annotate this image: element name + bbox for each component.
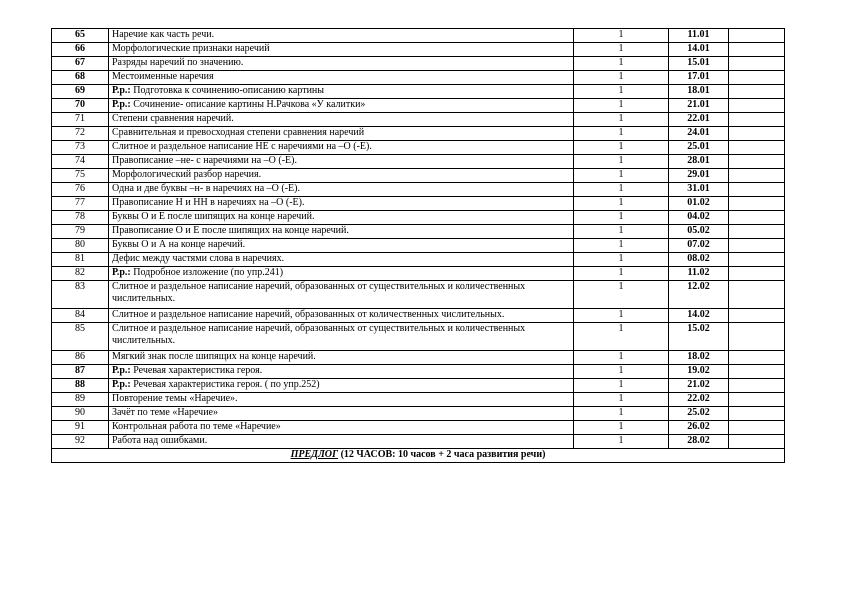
lesson-hours: 1 [574,435,669,449]
lesson-date: 04.02 [669,211,729,225]
lesson-hours: 1 [574,183,669,197]
lesson-hours: 1 [574,379,669,393]
lesson-hours: 1 [574,253,669,267]
lesson-topic: Слитное и раздельное написание наречий, образованных от количественных числительных. [112,309,505,320]
lesson-hours: 1 [574,155,669,169]
lesson-number: 84 [52,309,109,323]
table-row [52,267,785,281]
table-row [52,169,785,183]
lesson-hours: 1 [574,71,669,85]
lesson-number: 81 [52,253,109,267]
lesson-topic: Речевая характеристика героя. ( по упр.252) [133,379,320,390]
actual-date-cell [729,127,785,141]
table-row [52,99,785,113]
lesson-hours: 1 [574,99,669,113]
actual-date-cell [729,155,785,169]
lesson-topic-cell [109,379,574,393]
lesson-hours: 1 [574,85,669,99]
lesson-date: 08.02 [669,253,729,267]
lesson-topic: Слитное и раздельное написание НЕ с наречиями на –О (-Е). [112,141,372,152]
lesson-topic-cell [109,393,574,407]
lesson-topic: Степени сравнения наречий. [112,113,234,124]
lesson-date: 05.02 [669,225,729,239]
lesson-date: 01.02 [669,197,729,211]
lesson-date: 22.01 [669,113,729,127]
speech-development-label: Р.р.: [112,85,131,96]
lesson-topic-cell [109,435,574,449]
table-row [52,127,785,141]
lesson-date: 19.02 [669,365,729,379]
actual-date-cell [729,323,785,351]
actual-date-cell [729,225,785,239]
lesson-hours: 1 [574,421,669,435]
actual-date-cell [729,281,785,309]
lesson-topic-cell [109,421,574,435]
table-row [52,323,785,351]
lesson-topic: Местоименные наречия [112,71,214,82]
lesson-topic: Работа над ошибками. [112,435,208,446]
actual-date-cell [729,197,785,211]
lesson-topic-cell [109,309,574,323]
lesson-hours: 1 [574,351,669,365]
lesson-topic-cell [109,351,574,365]
actual-date-cell [729,267,785,281]
actual-date-cell [729,351,785,365]
lesson-date: 21.02 [669,379,729,393]
actual-date-cell [729,421,785,435]
lesson-topic-cell [109,407,574,421]
actual-date-cell [729,183,785,197]
lesson-number: 89 [52,393,109,407]
lesson-topic: Правописание О и Е после шипящих на конце наречий. [112,225,349,236]
table-row [52,435,785,449]
lesson-date: 26.02 [669,421,729,435]
actual-date-cell [729,379,785,393]
table-row [52,225,785,239]
lesson-topic-cell [109,239,574,253]
lesson-topic-cell [109,323,574,351]
actual-date-cell [729,141,785,155]
lesson-date: 18.01 [669,85,729,99]
lesson-topic-cell [109,71,574,85]
lesson-topic: Наречие как часть речи. [112,29,215,40]
actual-date-cell [729,435,785,449]
lesson-hours: 1 [574,29,669,43]
lesson-number: 92 [52,435,109,449]
table-row [52,351,785,365]
speech-development-label: Р.р.: [112,99,131,110]
lesson-hours: 1 [574,57,669,71]
lesson-topic: Зачёт по теме «Наречие» [112,407,218,418]
lesson-topic-cell [109,365,574,379]
actual-date-cell [729,365,785,379]
lesson-topic-cell [109,29,574,43]
lesson-date: 15.01 [669,57,729,71]
lesson-number: 73 [52,141,109,155]
lesson-topic: Разряды наречий по значению. [112,57,244,68]
lesson-topic: Контрольная работа по теме «Наречие» [112,421,281,432]
table-row [52,407,785,421]
lesson-topic-cell [109,113,574,127]
lesson-topic-cell [109,141,574,155]
lesson-hours: 1 [574,141,669,155]
table-row [52,113,785,127]
lesson-topic: Слитное и раздельное написание наречий, образованных от существительных и количественных числительных. [112,281,526,304]
lesson-date: 29.01 [669,169,729,183]
actual-date-cell [729,407,785,421]
lesson-hours: 1 [574,281,669,309]
lesson-date: 14.01 [669,43,729,57]
lesson-number: 77 [52,197,109,211]
table-row [52,71,785,85]
actual-date-cell [729,393,785,407]
lesson-rows [52,29,785,449]
actual-date-cell [729,43,785,57]
lesson-hours: 1 [574,169,669,183]
lesson-hours: 1 [574,323,669,351]
lesson-date: 25.02 [669,407,729,421]
lesson-topic-cell [109,197,574,211]
lesson-topic: Слитное и раздельное написание наречий, образованных от существительных и количественных числительных. [112,323,526,346]
lesson-topic-cell [109,43,574,57]
lesson-date: 15.02 [669,323,729,351]
actual-date-cell [729,239,785,253]
table-row [52,141,785,155]
lesson-date: 22.02 [669,393,729,407]
table-row [52,85,785,99]
lesson-topic-cell [109,281,574,309]
lesson-topic: Речевая характеристика героя. [133,365,263,376]
lesson-hours: 1 [574,267,669,281]
section-details: (12 ЧАСОВ: 10 часов + 2 часа развития речи) [340,449,546,460]
lesson-topic-cell [109,85,574,99]
actual-date-cell [729,57,785,71]
speech-development-label: Р.р.: [112,379,131,390]
lesson-number: 78 [52,211,109,225]
lesson-date: 25.01 [669,141,729,155]
lesson-number: 75 [52,169,109,183]
table-row [52,211,785,225]
table-row [52,365,785,379]
lesson-topic-cell [109,183,574,197]
lesson-date: 07.02 [669,239,729,253]
lesson-date: 31.01 [669,183,729,197]
lesson-number: 66 [52,43,109,57]
table-row [52,29,785,43]
table-row [52,281,785,309]
lesson-date: 11.01 [669,29,729,43]
lesson-plan-table [51,28,785,463]
lesson-hours: 1 [574,197,669,211]
lesson-number: 72 [52,127,109,141]
lesson-hours: 1 [574,225,669,239]
lesson-number: 86 [52,351,109,365]
lesson-number: 83 [52,281,109,309]
lesson-number: 87 [52,365,109,379]
actual-date-cell [729,169,785,183]
table-row [52,155,785,169]
actual-date-cell [729,71,785,85]
table-row [52,379,785,393]
lesson-hours: 1 [574,407,669,421]
lesson-topic: Буквы О и А на конце наречий. [112,239,246,250]
lesson-topic: Подготовка к сочинению-описанию картины [133,85,324,96]
lesson-topic-cell [109,225,574,239]
lesson-topic: Морфологический разбор наречия. [112,169,262,180]
lesson-topic-cell [109,99,574,113]
lesson-hours: 1 [574,309,669,323]
lesson-topic: Правописание Н и НН в наречиях на –О (-Е). [112,197,305,208]
lesson-number: 74 [52,155,109,169]
lesson-hours: 1 [574,113,669,127]
lesson-topic-cell [109,253,574,267]
table-row [52,253,785,267]
lesson-date: 21.01 [669,99,729,113]
table-row [52,57,785,71]
lesson-topic: Правописание –не- с наречиями на –О (-Е). [112,155,297,166]
lesson-topic: Одна и две буквы –н- в наречиях на –О (-Е). [112,183,300,194]
lesson-number: 85 [52,323,109,351]
lesson-topic: Подробное изложение (по упр.241) [133,267,284,278]
table-row [52,239,785,253]
lesson-topic: Повторение темы «Наречие». [112,393,238,404]
lesson-date: 24.01 [669,127,729,141]
table-row [52,309,785,323]
actual-date-cell [729,99,785,113]
table-row [52,197,785,211]
table-row [52,43,785,57]
lesson-hours: 1 [574,43,669,57]
table-row [52,183,785,197]
table-row [52,421,785,435]
lesson-topic-cell [109,127,574,141]
lesson-number: 76 [52,183,109,197]
actual-date-cell [729,113,785,127]
actual-date-cell [729,309,785,323]
lesson-number: 71 [52,113,109,127]
actual-date-cell [729,211,785,225]
lesson-number: 79 [52,225,109,239]
lesson-topic: Морфологические признаки наречий [112,43,270,54]
lesson-topic: Сочинение- описание картины Н.Рачкова «У калитки» [133,99,366,110]
lesson-hours: 1 [574,393,669,407]
lesson-topic: Дефис между частями слова в наречиях. [112,253,285,264]
speech-development-label: Р.р.: [112,267,131,278]
lesson-hours: 1 [574,239,669,253]
lesson-hours: 1 [574,365,669,379]
lesson-number: 80 [52,239,109,253]
lesson-date: 12.02 [669,281,729,309]
speech-development-label: Р.р.: [112,365,131,376]
lesson-date: 18.02 [669,351,729,365]
lesson-number: 67 [52,57,109,71]
lesson-number: 90 [52,407,109,421]
lesson-number: 70 [52,99,109,113]
lesson-topic-cell [109,169,574,183]
actual-date-cell [729,253,785,267]
actual-date-cell [729,85,785,99]
lesson-topic: Сравнительная и превосходная степени сравнения наречий [112,127,365,138]
lesson-topic: Буквы О и Е после шипящих на конце наречий. [112,211,315,222]
lesson-topic-cell [109,155,574,169]
lesson-number: 65 [52,29,109,43]
lesson-topic: Мягкий знак после шипящих на конце наречий. [112,351,316,362]
section-header [52,449,785,463]
lesson-hours: 1 [574,127,669,141]
lesson-number: 91 [52,421,109,435]
lesson-date: 11.02 [669,267,729,281]
lesson-topic-cell [109,211,574,225]
actual-date-cell [729,29,785,43]
lesson-number: 68 [52,71,109,85]
table-row [52,393,785,407]
lesson-number: 88 [52,379,109,393]
section-title: ПРЕДЛОГ [290,449,339,460]
lesson-topic-cell [109,57,574,71]
lesson-date: 17.01 [669,71,729,85]
lesson-date: 28.01 [669,155,729,169]
lesson-topic-cell [109,267,574,281]
section-header-row [52,449,785,463]
lesson-date: 28.02 [669,435,729,449]
lesson-date: 14.02 [669,309,729,323]
lesson-number: 69 [52,85,109,99]
lesson-hours: 1 [574,211,669,225]
lesson-number: 82 [52,267,109,281]
